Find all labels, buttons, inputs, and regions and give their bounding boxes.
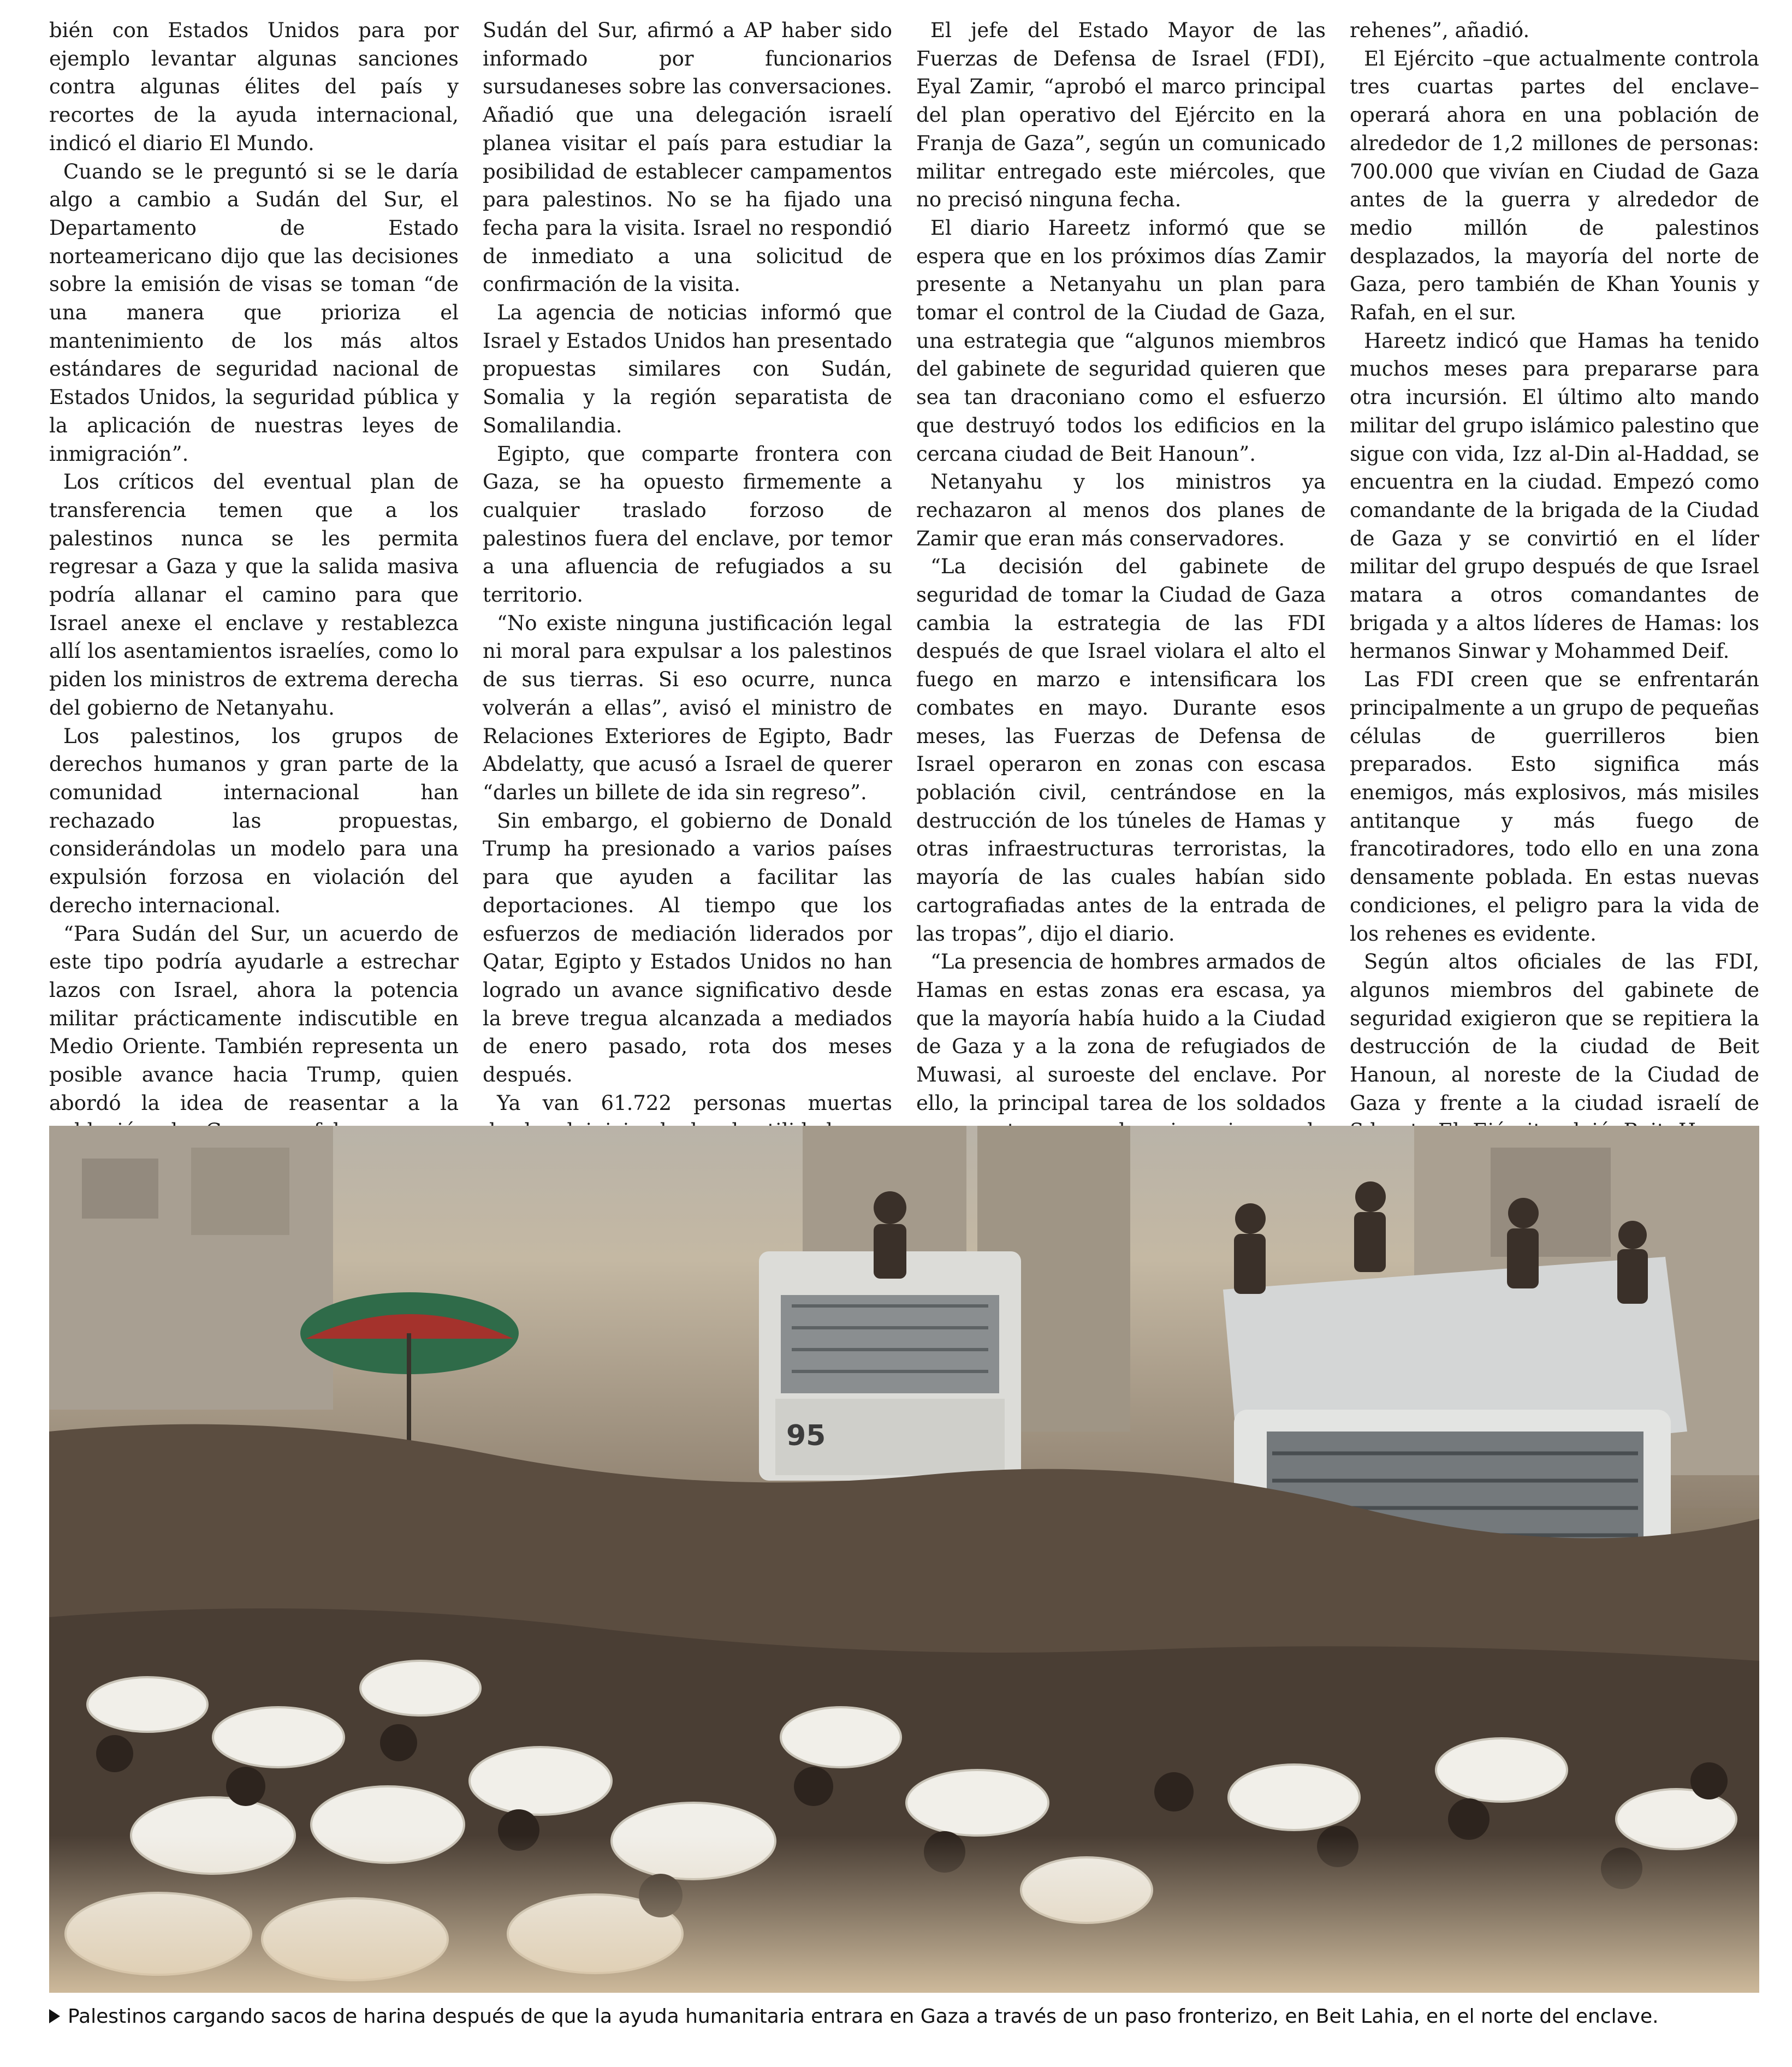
article-paragraph — [1350, 45, 1759, 327]
caption-text: Palestinos cargando sacos de harina después de que la ayuda humanitaria entrara en Gaza a través de un paso fronterizo, en Beit Lahia, en el norte del enclave. — [68, 2005, 1659, 2028]
paragraph-text: bién con Estados Unidos para por ejemplo levantar algunas sanciones contra algunas élites del país y recortes de la ayuda internacional, indicó el diario El Mundo. — [49, 19, 459, 155]
paragraph-text: Según altos oficiales de las FDI, algunos miembros del gabinete de seguridad exigieron que se repitiera la destrucción de la ciudad de Beit Hanoun, al noreste de la Ciudad de Gaza y frente a la ciudad israelí de — [1350, 950, 1759, 1115]
article-paragraph — [483, 16, 892, 299]
article-paragraph — [49, 468, 459, 722]
article-paragraph — [1350, 666, 1759, 948]
truck-badge: 95 — [786, 1419, 826, 1452]
column-4 — [1350, 16, 1759, 1115]
column-1 — [49, 16, 459, 1115]
paragraph-text: Los críticos del eventual plan de transferencia temen que a los palestinos nunca se les permita regresar a Gaza y que la salida masiva podría allanar el camino para que Israel anexe el enclave y restablezca allí los asentamientos israelíes, como lo piden los ministros de extrema derecha del gobierno de Netanyahu. — [49, 470, 459, 720]
paragraph-text: La agencia de noticias informó que Israel y Estados Unidos han presentado propuestas similares con Sudán, Somalia y la región separatista de Somalilandia. — [483, 301, 892, 437]
paragraph-text: Ya van 61.722 personas muertas — [497, 1091, 892, 1115]
article-paragraph — [916, 468, 1326, 553]
article-paragraph — [49, 16, 459, 158]
article-paragraph — [49, 158, 459, 468]
photo-caption — [49, 2003, 1759, 2035]
paragraph-text: Netanyahu y los ministros ya rechazaron al menos dos planes de Zamir que eran más conservadores. — [916, 470, 1326, 550]
article-body — [49, 16, 1759, 1115]
paragraph-text: “La decisión del gabinete de seguridad de tomar la Ciudad de Gaza cambia la estrategia de las FDI después de que Israel violara el alto el fuego en marzo e intensificara los combates en mayo. Durante esos meses, las Fuerzas de Defensa de Israel operaron en zonas con escasa población civil, centrándose en la destrucción de los túneles de Hamas y otras infraestructuras terroristas, la mayoría de las cuales habían sido cartografiadas antes de la entrada de las tropas”, dijo el diario. — [916, 555, 1326, 946]
news-photo — [49, 1126, 1759, 1993]
crowd-trucks-illustration — [49, 1126, 1759, 1993]
paragraph-text: El diario Hareetz informó que se espera que en los próximos días Zamir presente a Netanyahu un plan para tomar el control de la Ciudad de Gaza, una estrategia que “algunos miembros del gabinete de seguridad quieren que sea tan draconiano como el esfuerzo que destruyó todos los edificios en la cercana ciudad de Beit Hanoun”. — [916, 216, 1326, 466]
article-paragraph — [483, 440, 892, 609]
paragraph-text: El jefe del Estado Mayor de las Fuerzas de Defensa de Israel (FDI), Eyal Zamir, “aprobó el marco principal del plan operativo del Ejército en la Franja de Gaza”, según un comunicado militar entregado este miércoles, que no precisó ninguna fecha. — [916, 19, 1326, 212]
paragraph-text: Hareetz indicó que Hamas ha tenido muchos meses para prepararse para otra incursión. El último alto mando militar del grupo islámico palestino que sigue con vida, Izz al-Din al-Haddad, se encuentra en la ciudad. Empezó como comandante de la brigada de la Ciudad de Gaza y se convirtió en el líder militar del grupo después de que Israel matara a otros comandantes de brigada y a altos líderes de Hamas: los hermanos Sinwar y Mohammed Deif. — [1350, 329, 1759, 663]
article-paragraph — [483, 609, 892, 807]
article-paragraph — [1350, 327, 1759, 666]
article-paragraph — [483, 807, 892, 1089]
paragraph-text: rehenes”, añadió. — [1350, 19, 1530, 42]
paragraph-text: “La presencia de hombres armados de Hamas en estas zonas era escasa, ya que la mayoría había huido a la Ciudad de Gaza y a la zona de refugiados de Muwasi, al suroeste del enclave. Por ello, la principal tarea de los soldados — [916, 950, 1326, 1115]
article-paragraph — [49, 722, 459, 920]
paragraph-text: Los palestinos, los grupos de derechos humanos y gran parte de la comunidad internacional han rechazado las propuestas, considerándolas un modelo para una expulsión forzosa en violación del derecho internacional. — [49, 724, 459, 917]
paragraph-text: “No existe ninguna justificación legal ni moral para expulsar a los palestinos de sus tierras. Si eso ocurre, nunca volverán a ellas”, avisó el ministro de Relaciones Exteriores de Egipto, Badr Abdelatty, que acusó a Israel de querer “darles un billete de ida sin regreso”. — [483, 611, 892, 804]
paragraph-text: Las FDI creen que se enfrentarán principalmente a un grupo de pequeñas células de guerrilleros bien preparados. Esto significa más enemigos, más explosivos, más misiles antitanque y más fuego de francotiradores, todo ello en una zona densamente poblada. En estas nuevas condiciones, el peligro para la vida de los rehenes es evidente. — [1350, 668, 1759, 946]
article-paragraph — [916, 553, 1326, 948]
paragraph-text: El Ejército –que actualmente controla tres cuartas partes del enclave– operará ahora en una población de alrededor de 1,2 millones de personas: 700.000 que vivían en Ciudad de Gaza antes de la guerra y alrededor de medio millón de palestinos desplazados, la mayoría del norte de Gaza, pero también de Khan Younis y Rafah, en el sur. — [1350, 46, 1759, 325]
column-2 — [483, 16, 892, 1115]
paragraph-text: Sudán del Sur, afirmó a AP haber sido informado por funcionarios sursudaneses sobre las conversaciones. Añadió que una delegación israelí planea visitar el país para estudiar la posibilidad de establecer campamentos para palestinos. No se ha fijado una fecha para la visita. Israel no respondió de inmediato a una solicitud de confirmación de la visita. — [483, 19, 892, 296]
article-paragraph — [1350, 16, 1759, 45]
column-3 — [916, 16, 1326, 1115]
caption-arrow-icon — [49, 2009, 60, 2023]
paragraph-text: “Para Sudán del Sur, un acuerdo de este tipo podría ayudarle a estrechar lazos con Israel, ahora la potencia militar prácticamente indiscutible en Medio Oriente. También representa un posible avance hacia Trump, quien abordó la idea de reasentar a la — [49, 922, 459, 1115]
paragraph-text: Sin embargo, el gobierno de Donald Trump ha presionado a varios países para que ayuden a facilitar las deportaciones. Al tiempo que los esfuerzos de mediación liderados por Qatar, Egipto y Estados Unidos no han logrado un avance significativo desde la breve tregua alcanzada a mediados de enero pasado, rota dos meses después. — [483, 809, 892, 1087]
paragraph-text: Cuando se le preguntó si se le daría algo a cambio a Sudán del Sur, el Departamento de Estado norteamericano dijo que las decisiones sobre la emisión de visas se toman “de una manera que prioriza el mantenimiento de los más altos estándares de seguridad nacional de Estados Unidos, la seguridad pública y la aplicación de nuestras leyes de inmigración”. — [49, 159, 459, 466]
article-paragraph — [916, 16, 1326, 214]
article-paragraph — [916, 214, 1326, 468]
article-paragraph — [483, 299, 892, 440]
paragraph-text: Egipto, que comparte frontera con Gaza, se ha opuesto firmemente a cualquier traslado forzoso de palestinos fuera del enclave, por temor a una afluencia de refugiados a su territorio. — [483, 442, 892, 607]
